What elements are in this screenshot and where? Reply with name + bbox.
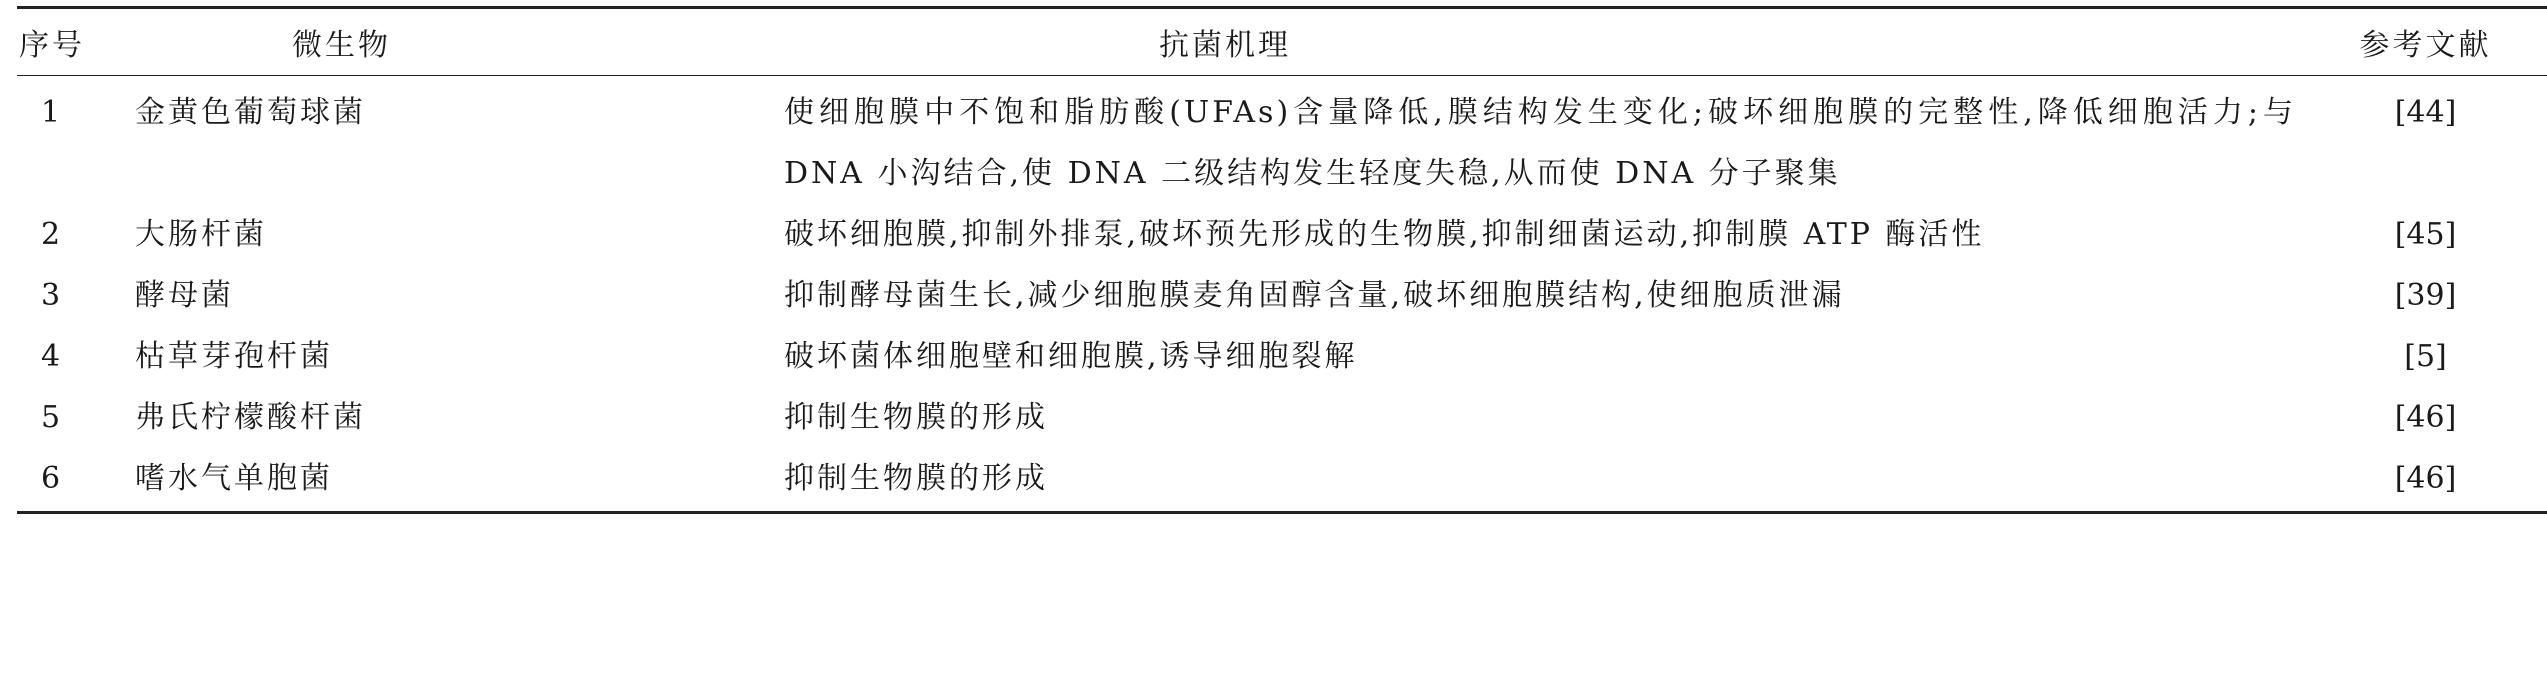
row-mechanism: 抑制生物膜的形成 (784, 400, 1048, 435)
header-mechanism: 抗菌机理 (1159, 28, 1291, 63)
table-row (17, 204, 2547, 265)
header-reference: 参考文献 (2359, 28, 2492, 63)
row-mechanism-cell (762, 448, 2304, 513)
row-mechanism-cell (762, 204, 2304, 265)
row-mechanism-cell (762, 387, 2304, 448)
row-mechanism-cell (762, 265, 2304, 326)
table-row (17, 265, 2547, 326)
table-row (17, 448, 2547, 513)
row-mechanism: 使细胞膜中不饱和脂肪酸(UFAs)含量降低,膜结构发生变化;破坏细胞膜的完整性,降低细胞活力;与 DNA 小沟结合,使 DNA 二级结构发生轻度失稳,从而使 DNA 分子聚集 (784, 95, 2296, 191)
row-index: 3 (40, 278, 64, 313)
row-index: 2 (40, 217, 64, 252)
row-mechanism-cell (762, 326, 2304, 387)
header-organism: 微生物 (292, 28, 391, 63)
row-reference: [5] (2404, 339, 2447, 374)
row-organism: 嗜水气单胞菌 (135, 461, 333, 496)
row-reference: [46] (2394, 461, 2457, 496)
table-body (17, 76, 2547, 513)
table-row (17, 326, 2547, 387)
row-reference: [45] (2394, 217, 2457, 252)
row-organism: 金黄色葡萄球菌 (135, 95, 366, 130)
row-index: 5 (40, 400, 64, 435)
row-index: 4 (40, 339, 64, 374)
table-row (17, 387, 2547, 448)
row-organism: 枯草芽孢杆菌 (135, 339, 333, 374)
row-organism: 弗氏柠檬酸杆菌 (135, 400, 366, 435)
table-header (17, 8, 2547, 76)
header-index: 序号 (19, 28, 85, 63)
row-mechanism: 抑制酵母菌生长,减少细胞膜麦角固醇含量,破坏细胞膜结构,使细胞质泄漏 (784, 278, 1845, 313)
antibacterial-mechanism-table (17, 6, 2547, 514)
row-mechanism: 抑制生物膜的形成 (784, 461, 1048, 496)
row-mechanism-cell (762, 76, 2304, 205)
table-row (17, 76, 2547, 205)
row-reference: [46] (2394, 400, 2457, 435)
row-organism: 大肠杆菌 (135, 217, 267, 252)
row-index: 1 (40, 95, 64, 130)
row-organism: 酵母菌 (135, 278, 234, 313)
row-index: 6 (40, 461, 64, 496)
row-mechanism: 破坏菌体细胞壁和细胞膜,诱导细胞裂解 (784, 339, 1358, 374)
row-mechanism: 破坏细胞膜,抑制外排泵,破坏预先形成的生物膜,抑制细菌运动,抑制膜 ATP 酶活性 (784, 217, 1985, 252)
header-row (17, 8, 2547, 76)
mechanism-table-container (17, 0, 2492, 514)
row-reference: [44] (2394, 95, 2457, 130)
row-reference: [39] (2394, 278, 2457, 313)
